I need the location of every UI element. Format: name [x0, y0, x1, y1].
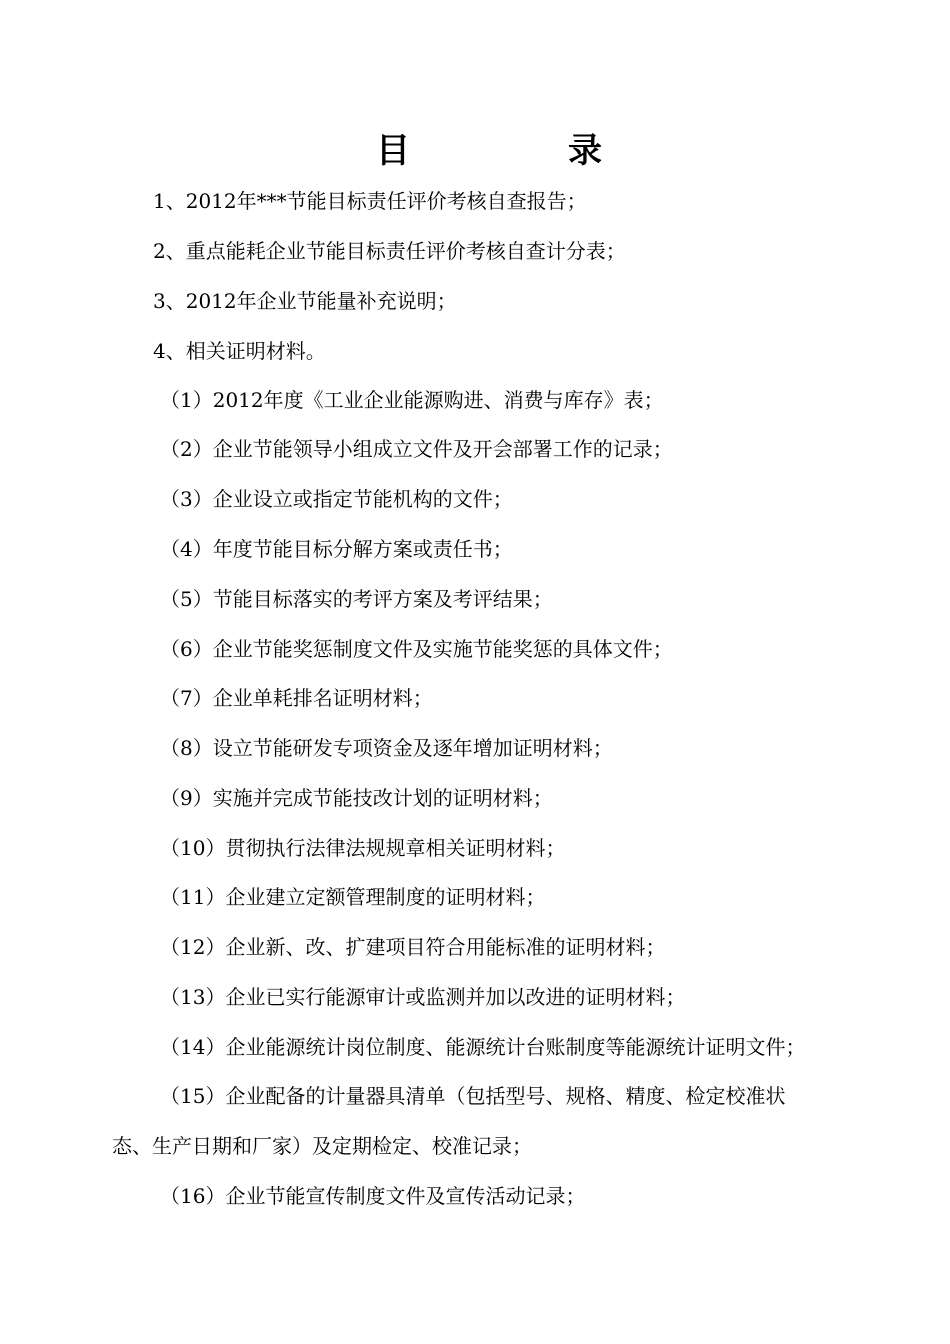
sub-list-item: （10）贯彻执行法律法规规章相关证明材料； [160, 836, 566, 860]
sub-list-item: （3）企业设立或指定节能机构的文件； [160, 487, 513, 511]
sub-list-item: （9）实施并完成节能技改计划的证明材料； [160, 786, 553, 810]
sub-list-item: （5）节能目标落实的考评方案及考评结果； [160, 587, 553, 611]
sub-list-item: （8）设立节能研发专项资金及逐年增加证明材料； [160, 736, 613, 760]
sub-list-item: （4）年度节能目标分解方案或责任书； [160, 537, 513, 561]
list-item: 1、2012年***节能目标责任评价考核自查报告； [153, 189, 587, 213]
list-item: 4、相关证明材料。 [153, 339, 326, 363]
sub-list-item: （7）企业单耗排名证明材料； [160, 686, 433, 710]
sub-list-item: （12）企业新、改、扩建项目符合用能标准的证明材料； [160, 935, 666, 959]
sub-list-item-continuation: 态、生产日期和厂家）及定期检定、校准记录； [112, 1134, 532, 1158]
list-item: 3、2012年企业节能量补充说明； [153, 289, 457, 313]
sub-list-item: （14）企业能源统计岗位制度、能源统计台账制度等能源统计证明文件； [160, 1035, 806, 1059]
sub-list-item: （1）2012年度《工业企业能源购进、消费与库存》表； [160, 388, 664, 412]
sub-list-item: （15）企业配备的计量器具清单（包括型号、规格、精度、检定校准状 [160, 1084, 786, 1108]
sub-list-item: （2）企业节能领导小组成立文件及开会部署工作的记录； [160, 437, 673, 461]
sub-list-item: （13）企业已实行能源审计或监测并加以改进的证明材料； [160, 985, 686, 1009]
list-item: 2、重点能耗企业节能目标责任评价考核自查计分表； [153, 239, 626, 263]
sub-list-item: （6）企业节能奖惩制度文件及实施节能奖惩的具体文件； [160, 637, 673, 661]
page-title: 目 录 [376, 131, 664, 171]
sub-list-item: （16）企业节能宣传制度文件及宣传活动记录； [160, 1184, 586, 1208]
sub-list-item: （11）企业建立定额管理制度的证明材料； [160, 885, 546, 909]
